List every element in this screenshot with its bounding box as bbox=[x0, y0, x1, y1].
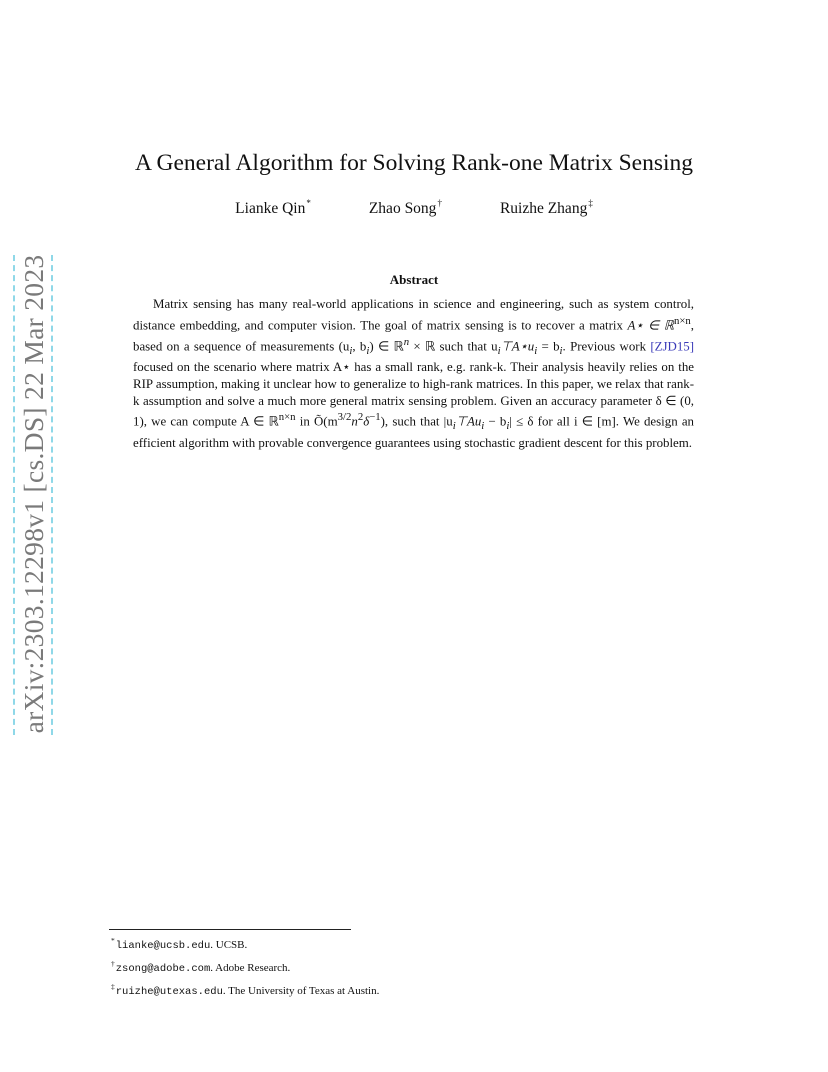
footnote-affiliation: . The University of Texas at Austin. bbox=[222, 985, 380, 997]
abstract-text: , b bbox=[352, 339, 367, 353]
author-list bbox=[0, 198, 828, 218]
math-inline: A⋆ ∈ ℝ bbox=[627, 318, 674, 332]
author bbox=[235, 198, 311, 218]
citation-link-zjd15[interactable]: [ZJD15] bbox=[650, 339, 695, 353]
footnote-mark: * bbox=[111, 936, 115, 945]
math-subscript: i bbox=[366, 344, 370, 357]
math-superscript: n bbox=[403, 335, 410, 348]
abstract-text: ), such that |u bbox=[380, 414, 453, 429]
footnote-divider bbox=[109, 929, 351, 930]
footnote bbox=[111, 978, 711, 1001]
author bbox=[500, 198, 593, 218]
math-subscript: i bbox=[559, 344, 563, 357]
footnote-mark: ‡ bbox=[111, 982, 115, 991]
author-name: Ruizhe Zhang bbox=[499, 200, 588, 217]
abstract-heading: Abstract bbox=[389, 272, 439, 287]
math-subscript: i bbox=[349, 344, 353, 357]
math-subscript: i bbox=[534, 344, 538, 357]
author bbox=[369, 198, 442, 218]
footnote-email[interactable]: zsong@adobe.com bbox=[115, 963, 211, 975]
math-inline: δ bbox=[363, 414, 370, 429]
abstract-text: . Previous work bbox=[562, 339, 651, 353]
abstract-text: | ≤ δ for all i ∈ [m]. We design an efficient algorithm with provable convergence guarantees using stochastic gradient descent for this problem. bbox=[133, 414, 694, 450]
math-subscript: i bbox=[497, 344, 501, 357]
math-superscript: n×n bbox=[278, 411, 296, 424]
math-subscript: i bbox=[506, 420, 510, 433]
footnote-mark: † bbox=[111, 959, 115, 968]
abstract-text: = b bbox=[537, 339, 560, 353]
footnote-email[interactable]: ruizhe@utexas.edu bbox=[115, 986, 223, 998]
author-footnote-mark[interactable]: * bbox=[306, 198, 311, 208]
author-name: Lianke Qin bbox=[235, 200, 306, 217]
arxiv-identifier[interactable]: arXiv:2303.12298v1 [cs.DS] 22 Mar 2023 bbox=[18, 254, 49, 734]
abstract-text: focused on the scenario where matrix A⋆ has a small rank, e.g. rank-k. Their analysis heavily relies on the RIP assumption, making it unclear how to generalize to high-rank matrices. In this paper, we relax that rank-k assumption and solve a much more general matrix sensing problem. Given an accuracy parameter δ ∈ (0, 1), we can compute A ∈ ℝ bbox=[133, 360, 694, 429]
footnote-list bbox=[111, 932, 711, 1001]
abstract-text: , based on a sequence of measurements (u bbox=[133, 318, 694, 353]
abstract-body bbox=[133, 296, 694, 452]
math-superscript: 2 bbox=[357, 411, 364, 424]
author-name: Zhao Song bbox=[368, 200, 437, 217]
abstract-text: − b bbox=[484, 414, 507, 429]
math-superscript: n×n bbox=[673, 314, 691, 327]
math-subscript: i bbox=[481, 420, 485, 433]
paper-title: A General Algorithm for Solving Rank-one Matrix Sensing bbox=[134, 150, 694, 176]
math-inline: ⊤A⋆u bbox=[500, 339, 535, 353]
abstract-text: × ℝ such that u bbox=[409, 339, 498, 353]
abstract-text: in Õ(m bbox=[295, 414, 338, 429]
math-superscript: −1 bbox=[369, 411, 381, 424]
abstract-text: ) ∈ ℝ bbox=[369, 339, 404, 353]
math-subscript: i bbox=[452, 420, 456, 433]
footnote-affiliation: . UCSB. bbox=[210, 939, 248, 951]
author-footnote-mark[interactable]: ‡ bbox=[588, 198, 593, 208]
author-footnote-mark[interactable]: † bbox=[437, 198, 442, 208]
math-inline: n bbox=[351, 414, 358, 429]
math-inline: ⊤Au bbox=[455, 414, 482, 429]
abstract-text: Matrix sensing has many real-world applications in science and engineering, such as system control, distance embedding, and computer vision. The goal of matrix sensing is to recover a matrix bbox=[133, 297, 694, 332]
footnote bbox=[111, 932, 711, 955]
footnote-affiliation: . Adobe Research. bbox=[210, 962, 291, 974]
footnote bbox=[111, 955, 711, 978]
abstract-paragraph bbox=[133, 296, 694, 452]
math-superscript: 3/2 bbox=[337, 411, 352, 424]
footnote-email[interactable]: lianke@ucsb.edu bbox=[115, 940, 211, 952]
